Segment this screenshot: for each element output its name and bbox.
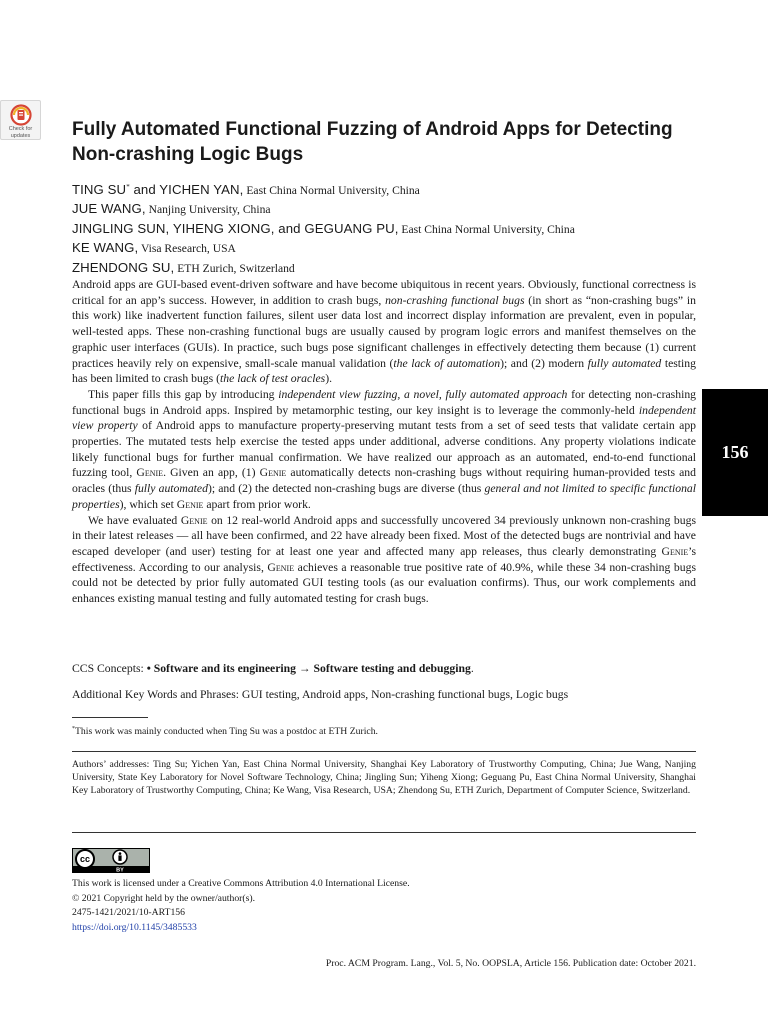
badge-text-line1: Check for	[8, 126, 33, 132]
abstract-paragraph-1	[72, 277, 696, 387]
addresses-divider	[72, 751, 696, 752]
tool-name: Genie	[259, 466, 287, 480]
license-divider	[72, 832, 696, 833]
text-run: ), which set	[119, 497, 177, 511]
author-names: KE WANG,	[72, 240, 139, 256]
copyright-line: © 2021 Copyright held by the owner/author(s).	[72, 892, 256, 904]
author-names: ZHENDONG SU,	[72, 259, 175, 275]
author-names: JUE WANG,	[72, 201, 146, 217]
author-affiliation: Visa Research, USA	[138, 242, 236, 256]
author-line	[72, 239, 712, 259]
text-run: ).	[325, 372, 333, 386]
tool-name: Genie	[180, 513, 208, 527]
ccs-value: Software and its engineering → Software testing and debugging	[153, 662, 471, 675]
text-run: . Given an app, (1)	[163, 466, 260, 480]
check-for-updates-icon	[10, 104, 32, 126]
text-run: (in short as “non-crashing bugs” in this work) like inadvertent function failures, silent user data lost and incorrect display information are prevalent, even in popular, well-tested apps. These non-crashing functional bugs are usually caused by program logic errors and manifest themselves on the graphic user interfaces (GUIs). In practice, such bugs pose significant challenges in effectively detecting them because (1) current practices heavily rely on expensive, small-scale manual validation (	[72, 293, 697, 370]
author-footnote-mark: *	[126, 183, 130, 191]
footnote-mark: *	[72, 726, 75, 732]
abstract	[72, 277, 696, 607]
by-mark: BY	[116, 867, 124, 873]
author-block	[72, 178, 712, 278]
emphasis: fully automated	[134, 482, 208, 496]
tool-name: Genie	[176, 497, 204, 511]
emphasis: independent view fuzzing, a novel, fully automated approach	[278, 387, 568, 401]
author-line	[72, 259, 712, 279]
text-run: ’s effectiveness. According to our analysis,	[72, 544, 696, 574]
ccs-end: .	[470, 662, 474, 675]
text-run: testing has been limited to crash bugs (	[72, 356, 696, 386]
text-run: Android apps are GUI-based event-driven software and have become ubiquitous in recent years. Obviously, functional correctness is critical for an app’s success. However, in addition to crash bugs,	[72, 278, 696, 307]
doi-link[interactable]: https://doi.org/10.1145/3485533	[72, 921, 197, 933]
text-run: We have evaluated	[88, 513, 181, 527]
article-number-tab: 156	[702, 389, 768, 516]
emphasis: independent view property	[72, 403, 696, 433]
text-run: ); and (2) modern	[500, 356, 588, 370]
emphasis: fully automated	[587, 356, 662, 370]
text-run: on 12 real-world Android apps and successfully uncovered 34 previously unknown non-crashing bugs in their latest releases — all have been confirmed, and 22 have already been fixed. Most of the detected bugs are nontrivial and have escaped developer (and user) testing for at least one year and affected many app releases, thus clearly demonstrating	[72, 513, 696, 558]
text-run: apart from prior work.	[203, 497, 311, 511]
author-names: JINGLING SUN, YIHENG XIONG, and GEGUANG PU,	[72, 220, 399, 236]
publication-info: Proc. ACM Program. Lang., Vol. 5, No. OOPSLA, Article 156. Publication date: October 2021.	[325, 958, 696, 969]
license-block	[72, 877, 712, 935]
author-affiliation: East China Normal University, China	[398, 222, 575, 236]
text-run: ); and (2) the detected non-crashing bugs are diverse (thus	[207, 482, 485, 496]
paper-title: Fully Automated Functional Fuzzing of Android Apps for Detecting Non-crashing Logic Bugs	[72, 119, 673, 165]
tool-name: Genie	[136, 466, 164, 480]
check-for-updates-badge[interactable]	[0, 100, 41, 140]
text-run: This paper fills this gap by introducing	[88, 387, 279, 401]
cc-mark: cc	[79, 854, 91, 865]
emphasis: the lack of test oracles	[220, 372, 326, 386]
emphasis: the lack of automation	[393, 356, 501, 370]
author-names: and YICHEN YAN,	[129, 181, 244, 197]
abstract-paragraph-3	[72, 513, 696, 607]
footnote	[72, 723, 712, 738]
author-affiliation: Nanjing University, China	[145, 203, 271, 217]
keywords: Additional Key Words and Phrases: GUI testing, Android apps, Non-crashing functional bugs, Logic bugs	[72, 688, 569, 701]
abstract-paragraph-2	[72, 387, 696, 513]
footnote-text: This work was mainly conducted when Ting Su was a postdoc at ETH Zurich.	[75, 726, 378, 738]
text-run: for detecting non-crashing functional bugs in Android apps. Inspired by metamorphic testing, our key insight is to leverage the commonly-held	[72, 387, 697, 417]
text-run: of Android apps to manufacture property-preserving mutant tests from a set of seed tests that validate certain app properties. The mutated tests help exercise the tested apps under additional, adverse conditions. Any property violations indicate likely functional bugs for further manual confirmation. We have realized our approach as an automated, end-to-end functional fuzzing tool,	[72, 419, 697, 480]
ccs-label: CCS Concepts:	[72, 662, 147, 675]
author-names: TING SU	[72, 181, 127, 197]
cc-by-license-badge[interactable]	[72, 848, 150, 873]
emphasis: non-crashing functional bugs	[385, 293, 525, 307]
author-line	[72, 178, 712, 200]
author-addresses: Authors’ addresses: Ting Su; Yichen Yan, East China Normal University, Shanghai Key Laboratory of Trustworthy Computing, China; Jue Wang, Nanjing University, State Key Laboratory for Novel Software Technology, China; Jingling Sun; Yiheng Xiong; Geguang Pu, East China Normal University, Shanghai Key Laboratory of Trustworthy Computing, China; Ke Wang, Visa Research, USA; Zhendong Su, ETH Zurich, Department of Computer Science, Switzerland.	[72, 759, 696, 797]
author-affiliation: ETH Zurich, Switzerland	[174, 261, 295, 275]
emphasis: general and not limited to specific functional properties	[72, 482, 697, 511]
ccs-bullet: •	[146, 662, 154, 675]
issn-line: 2475-1421/2021/10-ART156	[72, 907, 185, 918]
author-affiliation: East China Normal University, China	[243, 183, 420, 197]
ccs-concepts	[72, 661, 712, 677]
badge-text-line2: updates	[10, 132, 31, 139]
footnote-divider	[72, 717, 148, 718]
author-line	[72, 220, 712, 240]
author-line	[72, 200, 712, 220]
tool-name: Genie	[661, 544, 689, 558]
tool-name: Genie	[267, 560, 295, 574]
text-run: automatically detects non-crashing bugs without requiring human-provided tests and oracles (thus	[72, 466, 696, 496]
license-statement: This work is licensed under a Creative Commons Attribution 4.0 International License.	[72, 878, 410, 889]
text-run: achieves a reasonable true positive rate of 40.9%, while these 34 non-crashing bugs could not be detected by prior fully automated GUI testing tools (as our evaluation confirms). Thus, our work complements and enhances existing manual testing and fully automated testing for crash bugs.	[72, 560, 696, 606]
